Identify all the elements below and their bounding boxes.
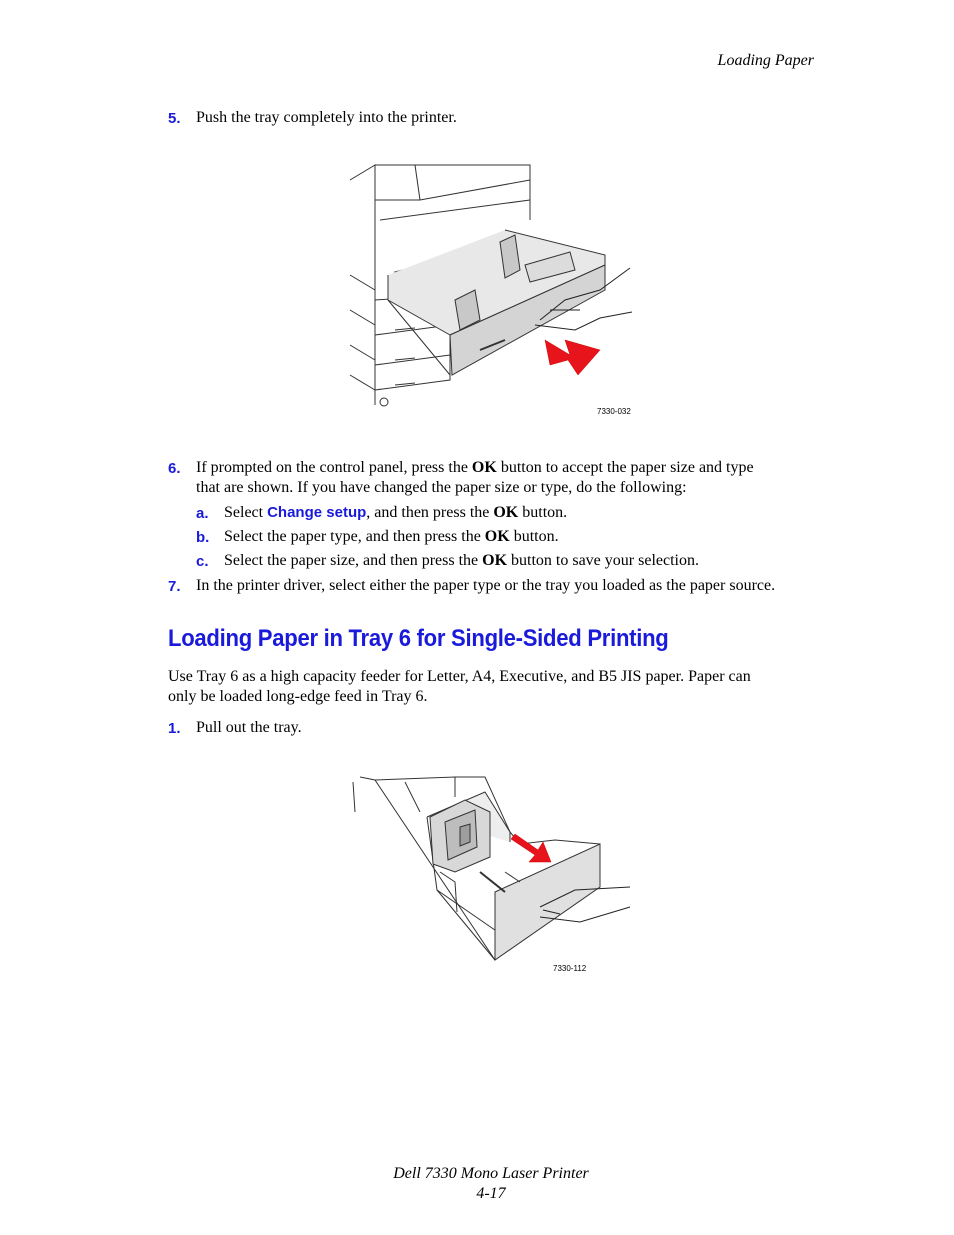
footer-page-number: 4-17 (476, 1185, 506, 1202)
section-heading: Loading Paper in Tray 6 for Single-Sided Printing (168, 625, 669, 652)
figure-code: 7330-032 (597, 407, 631, 416)
change-setup-term: Change setup (267, 504, 367, 521)
step-number: 7. (168, 578, 181, 595)
substep-number: c. (196, 553, 209, 570)
tray-pull-illustration (345, 772, 635, 962)
step-number: 1. (168, 720, 181, 737)
text-fragment: button to accept the paper size and type (496, 459, 754, 476)
step-text: In the printer driver, select either the paper type or the tray you loaded as the paper source. (196, 577, 776, 594)
footer-product: Dell 7330 Mono Laser Printer (393, 1165, 589, 1182)
tray-push-illustration (340, 160, 640, 410)
text-fragment: button to save your selection. (507, 552, 699, 569)
step-text (196, 458, 754, 478)
ok-button-term: OK (493, 504, 519, 521)
running-head: Loading Paper (717, 52, 814, 69)
step-number: 6. (168, 460, 181, 477)
step-text: Push the tray completely into the printer. (196, 109, 457, 126)
figure-code: 7330-112 (553, 964, 587, 973)
text-fragment: Select (224, 504, 268, 521)
text-fragment: button. (509, 528, 559, 545)
ok-button-term: OK (482, 552, 508, 569)
step-number: 5. (168, 110, 181, 127)
ok-button-term: OK (484, 528, 510, 545)
step-text: Pull out the tray. (196, 719, 302, 736)
step-text-line2: that are shown. If you have changed the paper size or type, do the following: (196, 479, 687, 496)
substep-number: a. (196, 505, 209, 522)
substep-text (224, 503, 567, 523)
substep-text (224, 527, 559, 547)
text-fragment: Select the paper type, and then press the (224, 528, 485, 545)
intro-paragraph-line2: only be loaded long-edge feed in Tray 6. (168, 688, 428, 705)
intro-paragraph-line1: Use Tray 6 as a high capacity feeder for Letter, A4, Executive, and B5 JIS paper. Paper can (168, 668, 751, 685)
substep-text (224, 551, 699, 571)
ok-button-term: OK (471, 459, 497, 476)
substep-number: b. (196, 529, 210, 546)
text-fragment: , and then press the (366, 504, 494, 521)
text-fragment: If prompted on the control panel, press the (196, 459, 472, 476)
text-fragment: button. (518, 504, 568, 521)
text-fragment: Select the paper size, and then press the (224, 552, 483, 569)
